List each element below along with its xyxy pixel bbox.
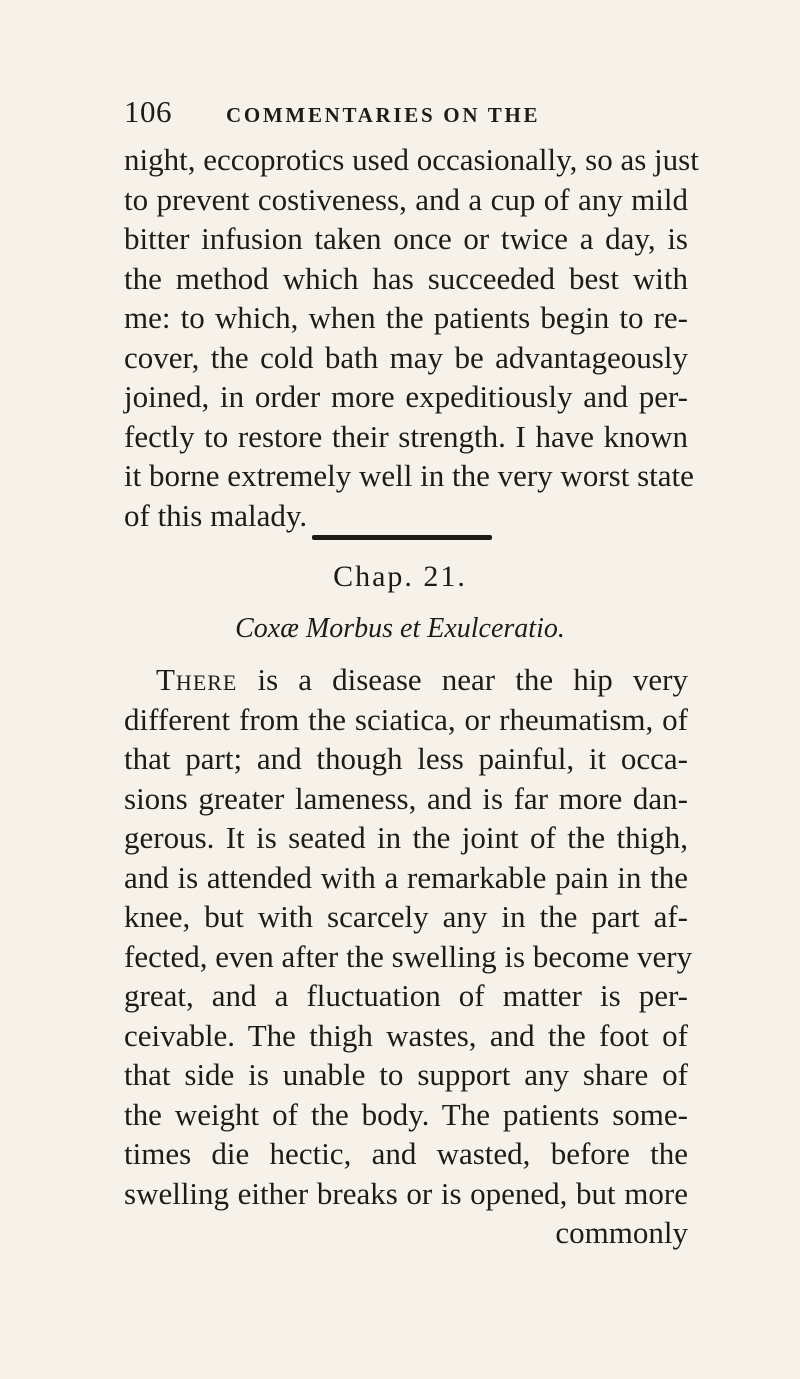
text-line: the method which has succeeded best with [124,260,688,296]
chapter-heading: Chap. 21. [333,560,467,593]
running-head: COMMENTARIES ON THE [226,103,541,127]
text-line: the weight of the body. The patients some- [124,1096,688,1132]
text-line: great, and a fluctuation of matter is per- [124,978,688,1013]
text-line: me: to which, when the patients begin to re- [124,300,688,335]
text-line: and is attended with a remarkable pain in the [124,859,688,895]
catchword: commonly [555,1215,688,1250]
page-header [124,94,684,134]
text-line: fectly to restore their strength. I have known [124,418,688,454]
text-line: it borne extremely well in the very worst state [124,458,694,493]
text-line: ceivable. The thigh wastes, and the foot of [124,1017,688,1053]
text-line: different from the sciatica, or rheumatism, of [124,701,688,737]
text-line: night, eccoprotics used occasionally, so as just [124,142,699,177]
text-line: of this malady. [124,497,308,533]
text-line: bitter infusion taken once or twice a day, is [124,221,688,256]
text-line: that side is unable to support any share of [124,1057,688,1092]
text-line: cover, the cold bath may be advantageously [124,339,688,375]
text-line: to prevent costiveness, and a cup of any mild [124,181,688,217]
first-line [124,660,688,700]
text-line: knee, but with scarcely any in the part af- [124,899,688,934]
section-divider [312,535,492,540]
text-line: gerous. It is seated in the joint of the thigh, [124,820,688,855]
drop-word: There [156,662,238,697]
text-line: swelling either breaks or is opened, but more [124,1175,688,1211]
text-line: times die hectic, and wasted, before the [124,1136,688,1171]
text-line: fected, even after the swelling is become very [124,938,693,974]
text-line: sions greater lameness, and is far more dan- [124,780,688,816]
paragraph-2 [124,660,693,1253]
text-line: joined, in order more expeditiously and per- [124,379,688,414]
paragraph-1 [124,140,699,535]
text-line: that part; and though less painful, it occa- [124,741,688,776]
chapter-title: Coxæ Morbus et Exulceratio. [235,613,565,644]
first-line-text: is a disease near the hip very [257,662,688,697]
page-number: 106 [124,94,172,129]
